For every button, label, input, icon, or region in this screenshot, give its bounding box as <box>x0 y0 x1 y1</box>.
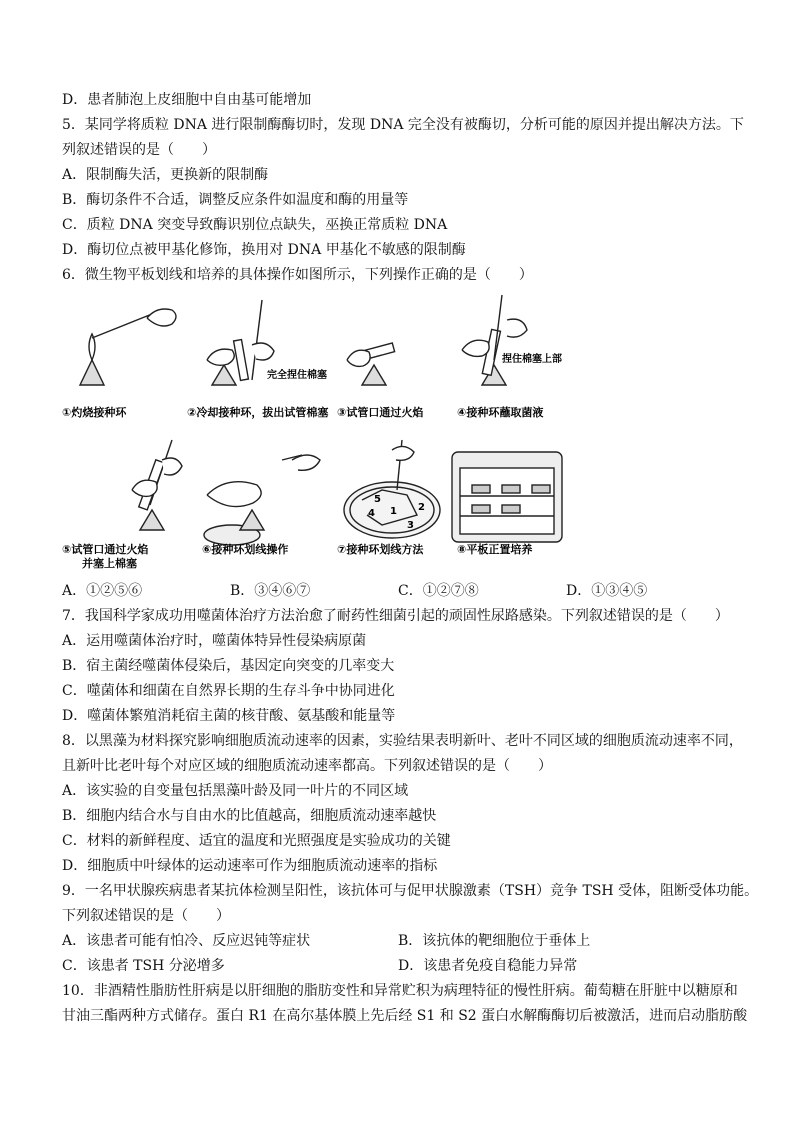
panel-4-dipping-culture <box>462 295 527 385</box>
q6-option-b: B．③④⑥⑦ <box>230 583 311 599</box>
q6-option-c: C．①②⑦⑧ <box>398 583 479 599</box>
q7-option-a: A．运用噬菌体治疗时，噬菌体特异性侵染病原菌 <box>62 633 367 649</box>
caption-2: ②冷却接种环，拔出试管棉塞 <box>187 406 329 419</box>
caption-5b: 并塞上棉塞 <box>82 557 137 570</box>
panel-2-cooling-loop <box>207 300 274 385</box>
q9-stem: 9．一名甲状腺疾病患者某抗体检测呈阳性，该抗体可与促甲状腺激素（TSH）竞争 TSH 受体，阻断受体功能。 <box>62 883 759 899</box>
streak-plate-procedure-figure <box>62 290 582 575</box>
label-grip-plug-top: 捏住棉塞上部 <box>502 354 562 365</box>
panel-7-streak-pattern <box>344 440 440 538</box>
panel-5-tube-flame-plug <box>132 440 182 530</box>
q6-option-d: D．①③④⑤ <box>566 583 648 599</box>
q8-option-a: A．该实验的自变量包括黑藻叶龄及同一叶片的不同区域 <box>62 783 409 799</box>
q8-option-c: C．材料的新鲜程度、适宜的温度和光照强度是实验成功的关键 <box>62 833 451 849</box>
panel-3-tube-through-flame <box>347 343 395 385</box>
panel-1-flaming-loop <box>80 309 176 385</box>
caption-3: ③试管口通过火焰 <box>337 406 424 419</box>
label-grip-plug: 完全捏住棉塞 <box>267 370 327 381</box>
q8-stem-cont: 且新叶比老叶每个对应区域的细胞质流动速率都高。下列叙述错误的是（ ） <box>62 758 552 774</box>
caption-7: ⑦接种环划线方法 <box>337 543 424 556</box>
q9-stem-cont: 下列叙述错误的是（ ） <box>62 908 230 924</box>
caption-1: ①灼烧接种环 <box>62 406 127 419</box>
q7-option-d: D．噬菌体繁殖消耗宿主菌的核苷酸、氨基酸和能量等 <box>62 708 396 724</box>
q7-stem: 7．我国科学家成功用噬菌体治疗方法治愈了耐药性细菌引起的顽固性尿路感染。下列叙述错误的是（ ） <box>62 608 729 624</box>
q10-stem: 10．非酒精性脂肪性肝病是以肝细胞的脂肪变性和异常贮积为病理特征的慢性肝病。葡萄糖在肝脏中以糖原和 <box>62 983 738 999</box>
q8-stem: 8．以黑藻为材料探究影响细胞质流动速率的因素，实验结果表明新叶、老叶不同区域的细胞质流动速率不同， <box>62 733 743 749</box>
q6-stem: 6．微生物平板划线和培养的具体操作如图所示，下列操作正确的是（ ） <box>62 267 533 283</box>
q9-option-a: A．该患者可能有怕冷、反应迟钝等症状 <box>62 933 311 949</box>
caption-6: ⑥接种环划线操作 <box>202 543 289 556</box>
q9-option-d: D．该患者免疫自稳能力异常 <box>398 958 578 974</box>
q8-option-d: D．细胞质中叶绿体的运动速率可作为细胞质流动速率的指标 <box>62 858 438 874</box>
panel-6-streaking <box>204 455 320 545</box>
dish-num-4: 4 <box>368 508 375 519</box>
q9-option-c: C．该患者 TSH 分泌增多 <box>62 958 225 974</box>
q5-stem-cont: 列叙述错误的是（ ） <box>62 142 216 158</box>
dish-num-3: 3 <box>407 520 414 531</box>
q5-option-a: A．限制酶失活，更换新的限制酶 <box>62 167 269 183</box>
q5-option-c: C．质粒 DNA 突变导致酶识别位点缺失，巫换正常质粒 DNA <box>62 217 448 233</box>
panel-8-incubator <box>452 452 562 542</box>
q6-option-a: A．①②⑤⑥ <box>62 583 143 599</box>
q7-option-b: B．宿主菌经噬菌体侵染后，基因定向突变的几率变大 <box>62 658 395 674</box>
dish-num-2: 2 <box>418 502 425 513</box>
q4-option-d: D．患者肺泡上皮细胞中自由基可能增加 <box>62 92 312 108</box>
q7-option-c: C．噬菌体和细菌在自然界长期的生存斗争中协同进化 <box>62 683 395 699</box>
caption-8: ⑧平板正置培养 <box>457 543 533 556</box>
dish-num-1: 1 <box>390 506 397 517</box>
q9-option-b: B．该抗体的靶细胞位于垂体上 <box>398 933 591 949</box>
q5-stem: 5．某同学将质粒 DNA 进行限制酶酶切时，发现 DNA 完全没有被酶切，分析可能的原因并提出解决方法。下 <box>62 117 744 133</box>
caption-5: ⑤试管口通过火焰 <box>62 543 149 556</box>
caption-4: ④接种环蘸取菌液 <box>457 406 544 419</box>
q5-option-d: D．酶切位点被甲基化修饰，换用对 DNA 甲基化不敏感的限制酶 <box>62 242 466 258</box>
q10-stem-cont: 甘油三酯两种方式储存。蛋白 R1 在高尔基体膜上先后经 S1 和 S2 蛋白水解酶酶切后被激活，进而启动脂肪酸 <box>62 1008 748 1024</box>
q8-option-b: B．细胞内结合水与自由水的比值越高，细胞质流动速率越快 <box>62 808 437 824</box>
dish-num-5: 5 <box>374 494 381 505</box>
q5-option-b: B．酶切条件不合适，调整反应条件如温度和酶的用量等 <box>62 192 409 208</box>
